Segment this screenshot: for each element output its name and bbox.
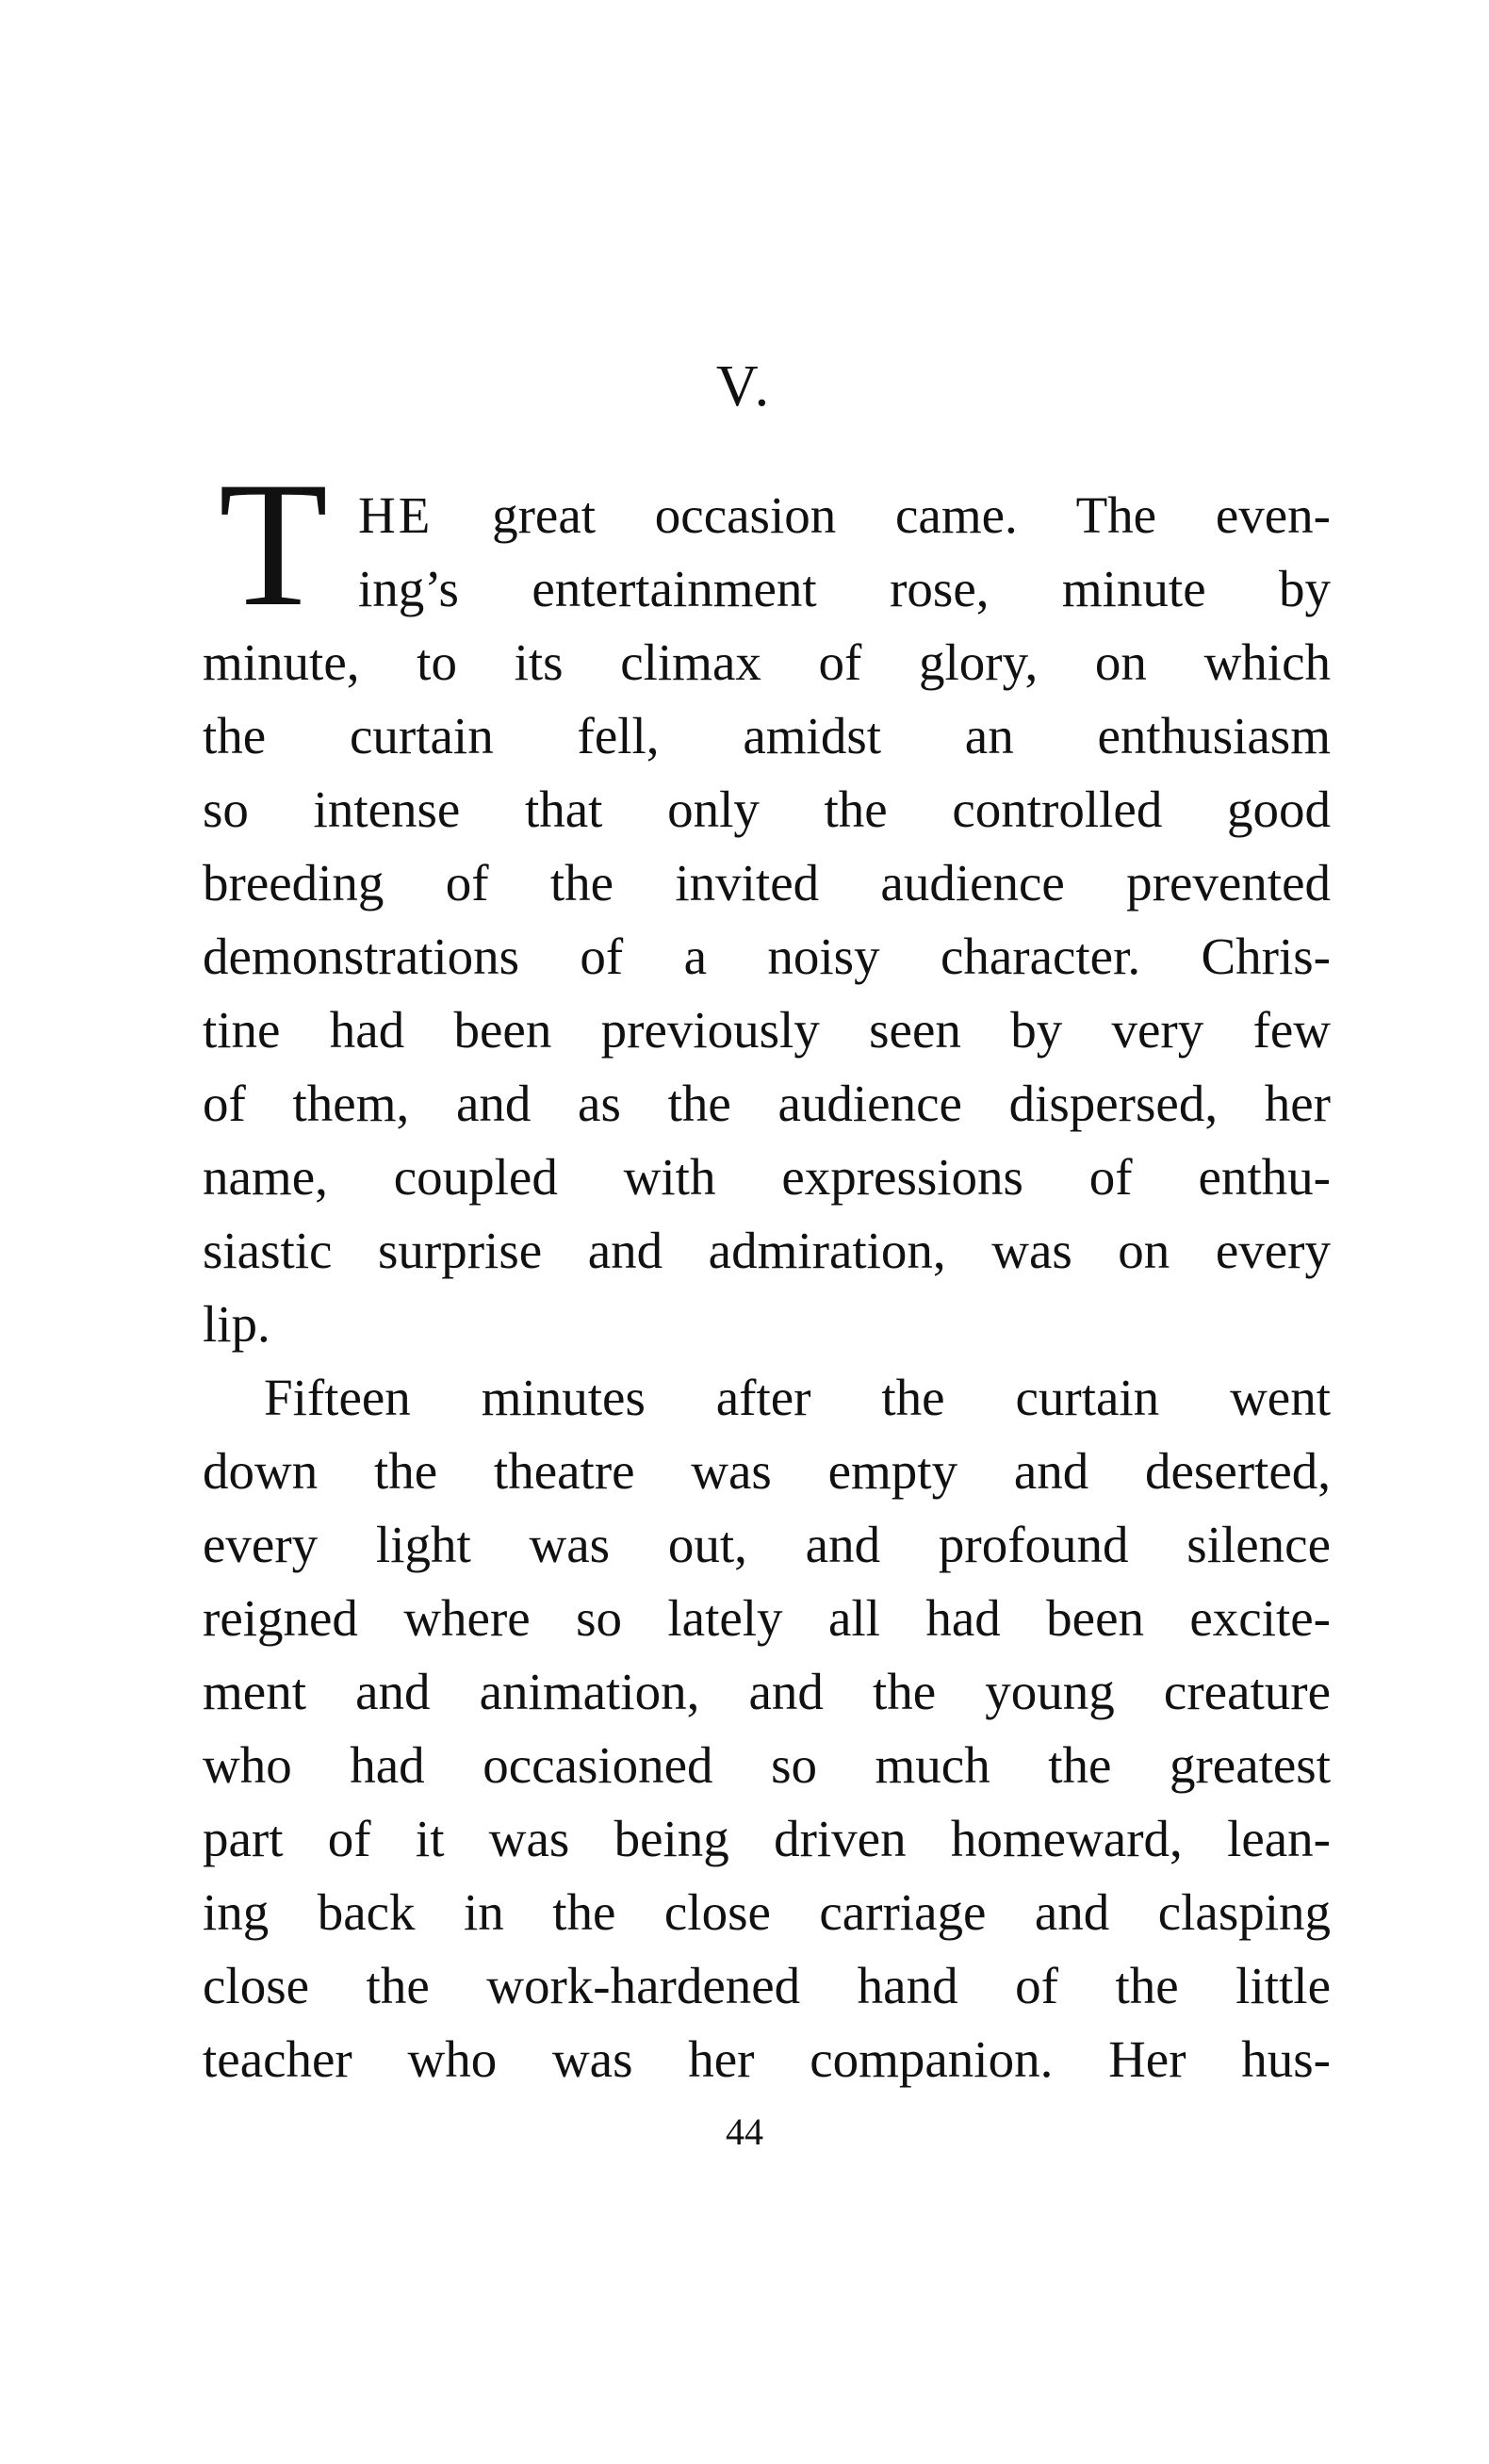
text-line: reigned where so lately all had been excite- (203, 1589, 1331, 1647)
paragraph-2 (203, 1361, 1331, 2096)
text-line: of them, and as the audience dispersed, her (203, 1075, 1331, 1132)
text-line: down the theatre was empty and deserted, (203, 1442, 1331, 1500)
text-line: Fifteen minutes after the curtain went (264, 1369, 1331, 1426)
text-line: who had occasioned so much the greatest (203, 1736, 1331, 1794)
text-line: the curtain fell, amidst an enthusiasm (203, 707, 1331, 764)
text-line: tine had been previously seen by very few (203, 1001, 1331, 1059)
text-line: demonstrations of a noisy character. Chris- (203, 928, 1331, 985)
text-line: so intense that only the controlled good (203, 780, 1331, 838)
page-number: 44 (726, 2111, 763, 2153)
text-line (203, 479, 1331, 552)
drop-cap: T (218, 446, 329, 644)
text-line: every light was out, and profound silence (203, 1516, 1331, 1573)
text-line: teacher who was her companion. Her hus- (203, 2030, 1331, 2088)
text-line: ing back in the close carriage and clasping (203, 1883, 1331, 1941)
text-line: ment and animation, and the young creature (203, 1663, 1331, 1720)
chapter-heading: V. (715, 354, 774, 419)
text-line: part of it was being driven homeward, lean- (203, 1810, 1331, 1867)
text-line: close the work-hardened hand of the little (203, 1957, 1331, 2014)
text-line: minute, to its climax of glory, on which (203, 633, 1331, 691)
first-word-rest: HE (358, 486, 434, 544)
paragraph-1 (203, 479, 1331, 1361)
text-line: siastic surprise and admiration, was on every (203, 1222, 1331, 1279)
text-line: breeding of the invited audience prevented (203, 854, 1331, 912)
text-line: ing’s entertainment rose, minute by (358, 560, 1331, 617)
line-text: great occasion came. The even- (492, 486, 1331, 544)
text-line: name, coupled with expressions of enthu- (203, 1148, 1331, 1206)
text-line: lip. (203, 1295, 270, 1353)
